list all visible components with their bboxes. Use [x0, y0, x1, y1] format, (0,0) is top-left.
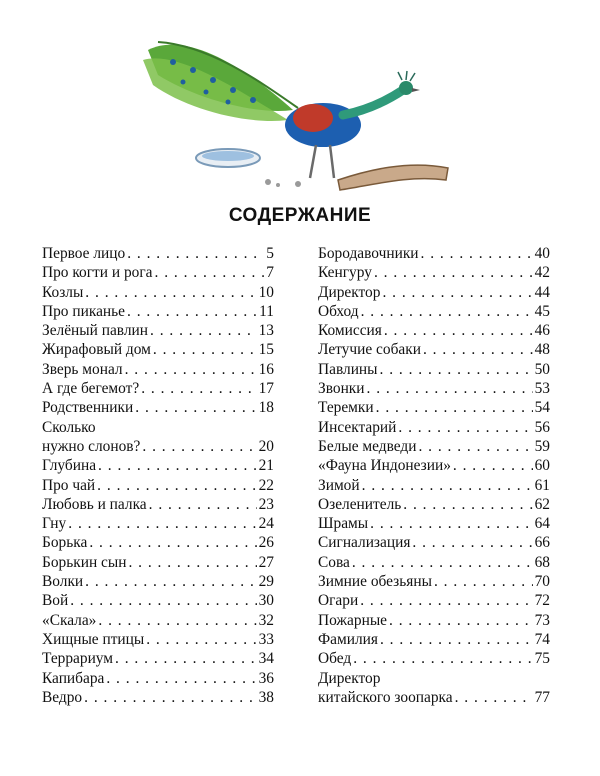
toc-page: 42: [534, 264, 550, 282]
toc-page: 30: [258, 592, 274, 610]
toc-entry[interactable]: [318, 514, 550, 533]
toc-page: 34: [258, 650, 274, 668]
toc-title: Зверь монал: [42, 360, 123, 378]
toc-leader: [453, 456, 533, 475]
toc-leader: [398, 418, 532, 437]
toc-title: Про когти и рога: [42, 264, 153, 282]
toc-title: Зимние обезьяны: [318, 573, 432, 591]
toc-page: 68: [534, 553, 550, 571]
toc-page: 10: [258, 283, 274, 301]
toc-entry[interactable]: [42, 379, 274, 398]
toc-entry[interactable]: [318, 456, 550, 475]
toc-leader: [153, 340, 257, 359]
toc-left-column: [42, 244, 274, 707]
toc-title: Зимой: [318, 476, 360, 494]
toc-title: Про пиканье: [42, 302, 125, 320]
toc-page: 18: [258, 399, 274, 417]
toc-leader: [115, 649, 257, 668]
toc-title: Пожарные: [318, 611, 387, 629]
toc-page: 24: [258, 515, 274, 533]
toc-page: 23: [258, 495, 274, 513]
toc-leader: [376, 398, 533, 417]
toc-page: 74: [534, 630, 550, 648]
toc-leader: [380, 630, 533, 649]
toc-page: 46: [534, 322, 550, 340]
toc-entry[interactable]: [42, 456, 274, 475]
toc-entry[interactable]: [42, 533, 274, 552]
toc-title: Глубина: [42, 457, 97, 475]
toc-leader: [370, 514, 532, 533]
toc-page: 36: [258, 669, 274, 687]
toc-leader: [361, 302, 533, 321]
toc-leader: [353, 649, 532, 668]
toc-page: 75: [534, 650, 550, 668]
toc-leader: [149, 495, 257, 514]
toc-entry[interactable]: [318, 630, 550, 649]
toc-leader: [68, 514, 256, 533]
toc-title: «Скала»: [42, 611, 97, 629]
toc-page: 77: [534, 688, 550, 706]
toc-entry[interactable]: [42, 340, 274, 359]
toc-page: 13: [258, 322, 274, 340]
toc-title: Теремки: [318, 399, 374, 417]
toc-leader: [155, 263, 265, 282]
toc-entry[interactable]: [42, 649, 274, 668]
toc-leader: [150, 321, 257, 340]
toc-title-line1: Директор: [318, 669, 381, 687]
toc-page: 11: [259, 302, 274, 320]
toc-entry[interactable]: [42, 398, 274, 417]
toc-leader: [97, 476, 256, 495]
toc-title: Фамилия: [318, 630, 378, 648]
toc-leader: [135, 398, 256, 417]
toc-title: Родственники: [42, 399, 134, 417]
toc-page: 26: [258, 534, 274, 552]
toc-page: 27: [258, 553, 274, 571]
toc-page: 50: [534, 360, 550, 378]
toc-leader: [85, 572, 256, 591]
toc-page: 59: [534, 437, 550, 455]
toc-page: 56: [534, 418, 550, 436]
toc-title: «Фауна Индонезии»: [318, 457, 451, 475]
toc-entry[interactable]: [318, 321, 550, 340]
toc-page: 48: [534, 341, 550, 359]
toc-leader: [128, 553, 256, 572]
toc-page: 66: [534, 534, 550, 552]
toc-entry[interactable]: [42, 283, 274, 302]
toc-entry[interactable]: [42, 360, 274, 379]
toc-title: Сигнализация: [318, 534, 411, 552]
toc-leader: [412, 533, 532, 552]
toc-entry[interactable]: [42, 669, 274, 688]
toc-title: нужно слонов?: [42, 437, 141, 455]
toc-page: 32: [258, 611, 274, 629]
toc-title: Первое лицо: [42, 245, 126, 262]
toc-leader: [89, 533, 256, 552]
toc-leader: [380, 360, 533, 379]
toc-leader: [382, 283, 532, 302]
toc-leader: [423, 340, 533, 359]
toc-title: Звонки: [318, 380, 365, 398]
toc-entry[interactable]: [42, 630, 274, 649]
toc-leader: [84, 688, 256, 707]
toc-entry[interactable]: [318, 302, 550, 321]
toc-leader: [352, 553, 533, 572]
toc-page: 29: [258, 573, 274, 591]
toc-leader: [127, 302, 257, 321]
toc-title: Волки: [42, 573, 84, 591]
peacock-illustration-icon: [128, 30, 458, 200]
toc-leader: [360, 591, 532, 610]
toc-title: Шрамы: [318, 515, 369, 533]
toc-title: Борькин сын: [42, 553, 127, 571]
toc-leader: [106, 669, 256, 688]
toc-entry[interactable]: [318, 398, 550, 417]
toc-entry[interactable]: [42, 553, 274, 572]
toc-leader: [421, 244, 533, 263]
toc-title: Обед: [318, 650, 352, 668]
toc-entry[interactable]: [42, 495, 274, 514]
toc-page: 62: [534, 495, 550, 513]
toc-title: Инсектарий: [318, 418, 397, 436]
toc-title: Павлины: [318, 360, 378, 378]
toc-page: 16: [258, 360, 274, 378]
toc-entry[interactable]: [318, 283, 550, 302]
toc-page: 61: [534, 476, 550, 494]
toc-leader: [374, 263, 533, 282]
toc-page: 21: [258, 457, 274, 475]
toc-leader: [85, 283, 256, 302]
toc-page: 72: [534, 592, 550, 610]
toc-page: 22: [258, 476, 274, 494]
toc-title: Хищные птицы: [42, 630, 145, 648]
toc-entry[interactable]: [42, 321, 274, 340]
toc-entry[interactable]: [42, 263, 274, 282]
toc-leader: [403, 495, 532, 514]
toc-leader: [362, 476, 533, 495]
toc-page: 5: [266, 245, 274, 262]
toc-title: Жирафовый дом: [42, 341, 151, 359]
toc-title: Озеленитель: [318, 495, 402, 513]
toc-title: Гну: [42, 515, 67, 533]
toc-entry-multiline[interactable]: [42, 418, 274, 457]
toc-page: 38: [258, 688, 274, 706]
toc-page: 15: [258, 341, 274, 359]
toc-title: Сова: [318, 553, 350, 571]
toc-title: Капибара: [42, 669, 105, 687]
toc-leader: [98, 456, 257, 475]
toc-leader: [434, 572, 533, 591]
toc-leader: [146, 630, 256, 649]
toc-page: 44: [534, 283, 550, 301]
toc-entry[interactable]: [42, 572, 274, 591]
toc-leader: [125, 360, 257, 379]
page-title: СОДЕРЖАНИЕ: [228, 205, 372, 226]
toc-title-line1: Сколько: [42, 418, 96, 436]
toc-entry[interactable]: [42, 611, 274, 630]
toc-leader: [418, 437, 532, 456]
toc-title: Комиссия: [318, 322, 382, 340]
toc-title: Любовь и палка: [42, 495, 147, 513]
toc-page: 53: [534, 380, 550, 398]
toc-entry[interactable]: [318, 533, 550, 552]
toc-entry[interactable]: [318, 495, 550, 514]
toc-entry-multiline[interactable]: [318, 669, 550, 708]
toc-entry[interactable]: [318, 244, 550, 263]
toc-entry[interactable]: [42, 244, 274, 263]
toc-title: Вой: [42, 592, 69, 610]
toc-leader: [70, 591, 256, 610]
toc-title: Бородавочники: [318, 245, 419, 262]
toc-page: 60: [534, 457, 550, 475]
toc-title: Обход: [318, 302, 359, 320]
toc-title: Огари: [318, 592, 359, 610]
toc-leader: [141, 379, 256, 398]
toc-entry[interactable]: [318, 360, 550, 379]
toc-entry[interactable]: [42, 476, 274, 495]
toc-page: 7: [266, 264, 274, 282]
toc-entry[interactable]: [42, 302, 274, 321]
toc-title: А где бегемот?: [42, 380, 140, 398]
toc-title: Зелёный павлин: [42, 322, 148, 340]
toc-title: Летучие собаки: [318, 341, 421, 359]
toc-entry[interactable]: [318, 418, 550, 437]
toc-title: Борька: [42, 534, 88, 552]
toc-title: Террариум: [42, 650, 114, 668]
toc-entry[interactable]: [318, 572, 550, 591]
toc-entry[interactable]: [318, 611, 550, 630]
toc-entry[interactable]: [318, 649, 550, 668]
toc-leader: [127, 244, 264, 263]
toc-entry[interactable]: [318, 591, 550, 610]
toc-entry[interactable]: [318, 476, 550, 495]
toc-page: 70: [534, 573, 550, 591]
toc-title: Кенгуру: [318, 264, 372, 282]
toc-title: Ведро: [42, 688, 83, 706]
toc-leader: [455, 688, 533, 707]
toc-leader: [389, 611, 533, 630]
toc-entry[interactable]: [318, 263, 550, 282]
toc-right-column: [318, 244, 550, 707]
toc-leader: [367, 379, 533, 398]
toc-entry[interactable]: [318, 437, 550, 456]
toc-leader: [98, 611, 256, 630]
toc-page: 20: [258, 437, 274, 455]
toc-entry[interactable]: [42, 514, 274, 533]
toc-page: 73: [534, 611, 550, 629]
toc-entry[interactable]: [318, 379, 550, 398]
toc-title: Белые медведи: [318, 437, 417, 455]
toc-title: Козлы: [42, 283, 84, 301]
toc-page: 33: [258, 630, 274, 648]
toc-title: китайского зоопарка: [318, 688, 453, 706]
toc-entry[interactable]: [318, 553, 550, 572]
toc-leader: [384, 321, 533, 340]
toc-entry[interactable]: [318, 340, 550, 359]
toc-page: 64: [534, 515, 550, 533]
toc-page: 54: [534, 399, 550, 417]
toc-page: 45: [534, 302, 550, 320]
toc-entry[interactable]: [42, 591, 274, 610]
toc-page: 40: [534, 245, 550, 262]
toc-title: Про чай: [42, 476, 96, 494]
toc-entry[interactable]: [42, 688, 274, 707]
toc-leader: [142, 437, 256, 456]
toc-title: Директор: [318, 283, 381, 301]
toc-page: 17: [258, 380, 274, 398]
